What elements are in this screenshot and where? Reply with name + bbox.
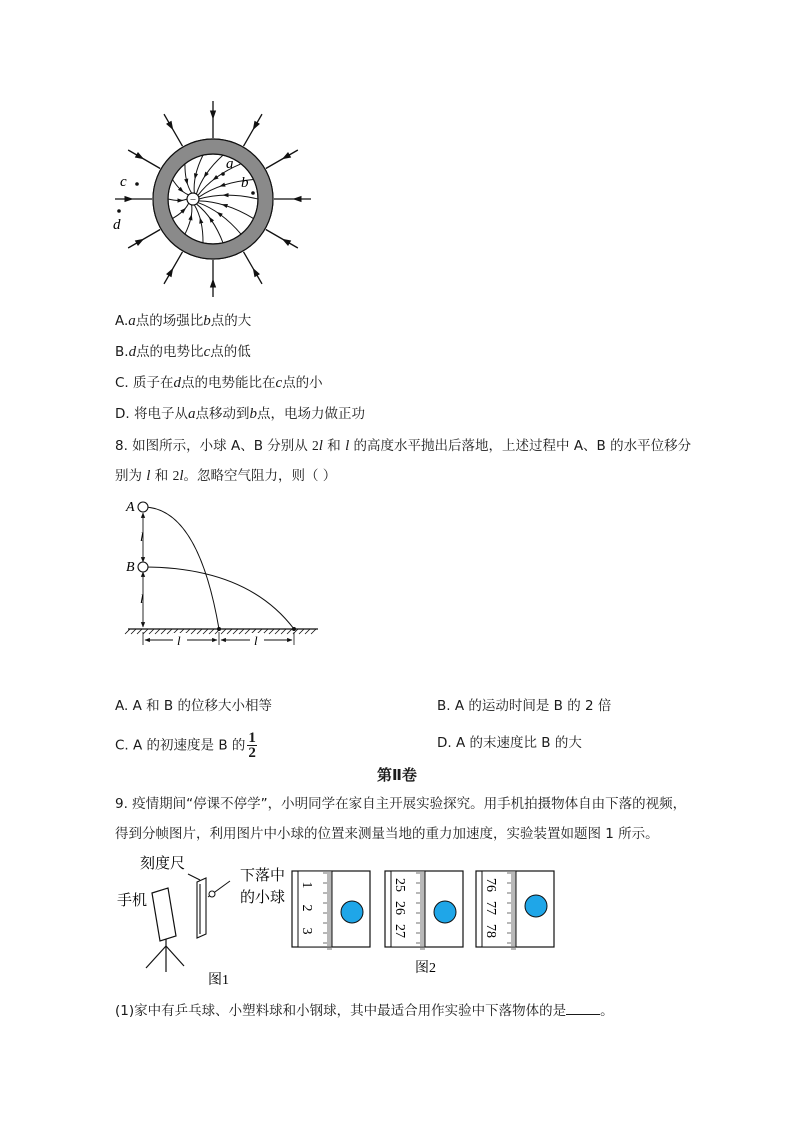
ground-hatch <box>191 629 196 634</box>
q7-option-a: A.a点的场强比b点的大 <box>115 313 252 329</box>
point-d-label: d <box>113 217 121 233</box>
ruler-number: 1 <box>298 881 314 889</box>
video-frame <box>385 871 463 949</box>
q7-option-d: D. 将电子从a点移动到b点，电场力做正功 <box>115 406 365 422</box>
fraction-one-half: $\frac{1}{2}$ <box>248 730 256 761</box>
ground-hatch <box>299 629 304 634</box>
field-arrowhead <box>135 152 144 159</box>
ground-hatch <box>143 629 148 634</box>
falling-ball <box>209 891 215 897</box>
ground-hatch <box>167 629 172 634</box>
phone-tripod <box>146 888 184 972</box>
ruler-number: 26 <box>391 901 407 915</box>
field-arrowhead <box>293 196 302 202</box>
q7-option-c: C. 质子在d点的电势能比在c点的小 <box>115 375 323 391</box>
ground-hatch <box>281 629 286 634</box>
ground-hatch <box>305 629 310 634</box>
field-arrowhead <box>166 121 173 130</box>
ball-b <box>138 562 148 572</box>
field-arrowhead <box>282 239 291 246</box>
dim-l-left: l <box>177 633 181 648</box>
ground-hatch <box>125 629 130 634</box>
fig1-caption: 图1 <box>208 973 229 988</box>
ground-hatch <box>131 629 136 634</box>
ball-in-frame <box>341 901 363 923</box>
field-arrowhead <box>282 152 291 159</box>
point-c-label: c <box>120 174 127 190</box>
q8-stem-line2: 别为 l 和 2l。忽略空气阻力，则（ ） <box>115 468 337 484</box>
ball-label-line2: 的小球 <box>240 890 286 906</box>
field-arrowhead <box>135 239 144 246</box>
field-line-outer <box>266 150 298 169</box>
q8-option-a: A. A 和 B 的位移大小相等 <box>115 698 272 714</box>
field-arrowhead <box>253 268 260 277</box>
ground-hatch <box>275 629 280 634</box>
point-c-dot <box>135 182 139 186</box>
ground-hatch <box>233 629 238 634</box>
video-frame <box>476 871 554 949</box>
field-arrowhead <box>125 196 134 202</box>
projectile-figure <box>118 494 328 654</box>
dim-l-right: l <box>254 633 258 648</box>
ball-a-label: A <box>126 500 135 515</box>
ground-hatch <box>197 629 202 634</box>
ball-label-line1: 下落中 <box>240 868 286 884</box>
field-arrowhead <box>166 268 173 277</box>
dim-l-upper: l <box>140 529 144 544</box>
trajectory-b <box>143 567 294 629</box>
video-frame <box>292 871 370 949</box>
ball-b-label: B <box>126 560 135 575</box>
ground-hatch <box>209 629 214 634</box>
ruler <box>188 874 206 938</box>
ruler-number: 77 <box>482 901 498 915</box>
q8-option-b: B. A 的运动时间是 B 的 2 倍 <box>437 698 612 714</box>
field-arrowhead <box>210 279 216 288</box>
point-a-dot <box>221 172 225 176</box>
trajectory-a <box>143 507 219 629</box>
field-line-outer <box>266 230 298 249</box>
ground-hatch <box>287 629 292 634</box>
q8-option-d: D. A 的末速度比 B 的大 <box>437 735 582 751</box>
ground-hatch <box>269 629 274 634</box>
point-b-dot <box>251 191 255 195</box>
ground-hatch <box>161 629 166 634</box>
charge-sign: − <box>189 194 197 206</box>
ruler-number: 76 <box>482 878 498 892</box>
answer-blank <box>566 1000 600 1015</box>
q8-option-c: C. A 的初速度是 B 的 $\frac{1}{2}$ <box>115 730 256 761</box>
fig2-caption: 图2 <box>415 961 436 976</box>
ground-hatch <box>149 629 154 634</box>
ground-hatch <box>221 629 226 634</box>
ground-hatch <box>227 629 232 634</box>
ground-hatch <box>245 629 250 634</box>
ruler-number: 27 <box>391 924 407 938</box>
ball-in-frame <box>434 901 456 923</box>
ground-hatch <box>239 629 244 634</box>
ruler-number: 78 <box>482 924 498 938</box>
q7-option-b: B.d点的电势比c点的低 <box>115 344 251 360</box>
q9-stem-line2: 得到分帧图片，利用图片中小球的位置来测量当地的重力加速度，实验装置如题图 1 所示。 <box>115 826 659 842</box>
point-a-label: a <box>226 156 234 172</box>
ball-in-frame <box>525 895 547 917</box>
experiment-figure <box>110 848 570 988</box>
dim-l-lower: l <box>140 591 144 606</box>
ground-hatch <box>311 629 316 634</box>
ground-hatch <box>155 629 160 634</box>
video-frames <box>292 871 554 949</box>
ball-a <box>138 502 148 512</box>
point-d-dot <box>117 209 121 213</box>
ground-hatch <box>137 629 142 634</box>
ruler-number: 3 <box>298 927 314 935</box>
point-b-label: b <box>241 175 249 191</box>
section-title: 第Ⅱ卷 <box>377 766 417 784</box>
electric-field-figure <box>100 95 340 305</box>
ruler-number: 2 <box>298 904 314 912</box>
field-arrowhead <box>253 121 260 130</box>
field-line-outer <box>164 252 183 284</box>
field-arrowhead <box>210 111 216 120</box>
ground-hatch <box>203 629 208 634</box>
q8-stem-line1: 8. 如图所示，小球 A、B 分别从 2l 和 l 的高度水平抛出后落地，上述过程中 A、B 的水平位移分 <box>115 438 692 454</box>
phone-label: 手机 <box>117 893 148 909</box>
q9-sub1: (1)家中有乒乓球、小塑料球和小钢球，其中最适合用作实验中下落物体的是 。 <box>115 1000 614 1021</box>
ruler-number: 25 <box>391 878 407 892</box>
ruler-label: 刻度尺 <box>140 856 186 872</box>
q9-stem-line1: 9. 疫情期间“停课不停学”，小明同学在家自主开展实验探究。用手机拍摄物体自由下落的视频， <box>115 796 687 812</box>
field-line-outer <box>244 252 263 284</box>
